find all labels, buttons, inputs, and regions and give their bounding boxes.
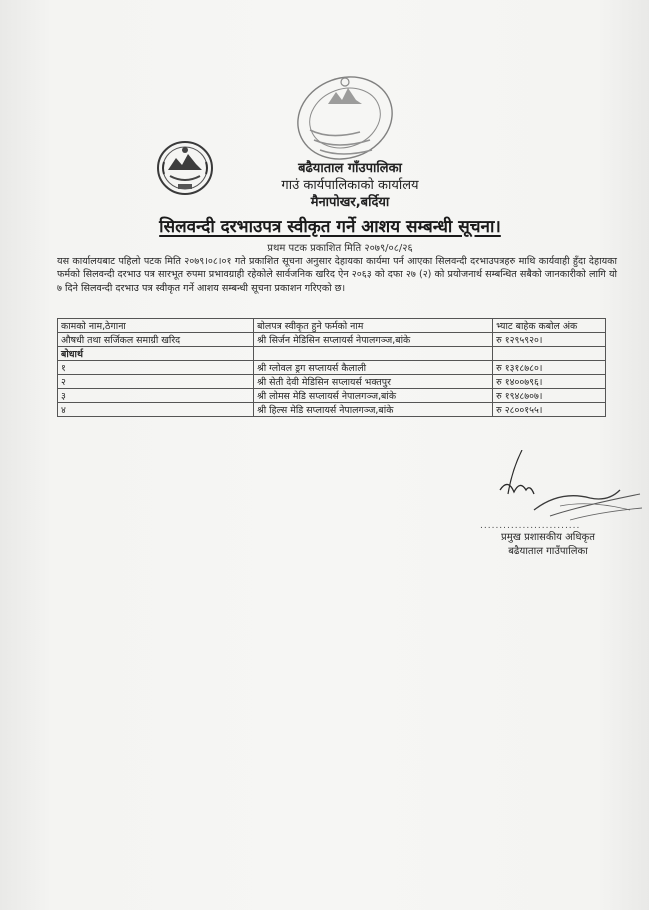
letterhead	[170, 160, 530, 211]
signatory-title: प्रमुख प्रशासकीय अधिकृत	[501, 532, 595, 543]
office-stamp-icon	[290, 70, 400, 170]
bid-amount-cell: रु १४००७९६।	[493, 375, 606, 389]
table-row	[58, 375, 606, 389]
row-number: ३	[58, 389, 254, 403]
header-firm-name: बोलपत्र स्वीकृत हुने फर्मको नाम	[254, 319, 493, 333]
table-row	[58, 403, 606, 417]
firm-name-cell: श्री सेती देवी मेडिसिन सप्लायर्स भक्तपुर	[254, 375, 493, 389]
signatory-block	[473, 531, 623, 559]
municipality-name: बढैयाताल गाँउपालिका	[298, 161, 402, 176]
notice-body: यस कार्यालयबाट पहिलो पटक मिति २०७९।०८।०१ गते प्रकाशित सूचना अनुसार देहायका कार्यमा पर्न आएका सिलवन्दी दरभाउपत्रहरु माथि कार्यवाही हुँदा देहायका फर्मको सिलवन्दी दरभाउ पत्र सारभूत रुपमा प्रभावग्राही रहेकोले सार्वजनिक खरिद ऐन २०६३ को दफा २७ (२) को प्रयोजनार्थ सम्बन्धित सबैको जानकारीको लागि यो ७ दिने सिलवन्दी दरभाउ पत्र स्वीकृत गर्ने आशय सम्बन्धी सूचना प्रकाशन गरिएको छ।	[57, 256, 617, 294]
bid-table	[57, 318, 606, 417]
table-row	[58, 361, 606, 375]
header-bid-amount: भ्याट बाहेक कबोल अंक	[493, 319, 606, 333]
row-number: ४	[58, 403, 254, 417]
section-label: बोधार्थ	[58, 347, 254, 361]
empty-cell	[254, 347, 493, 361]
table-header-row	[58, 319, 606, 333]
header-work-name: कामको नाम,ठेगाना	[58, 319, 254, 333]
bid-amount-cell: रु १३१८७८०।	[493, 361, 606, 375]
bid-amount-cell: रु १२९५९२०।	[493, 333, 606, 347]
firm-name-cell: श्री लोमस मेडि सप्लायर्स नेपालगञ्ज,बांके	[254, 389, 493, 403]
signature-icon	[490, 450, 649, 530]
office-name: गाउं कार्यपालिकाको कार्यालय	[281, 178, 419, 193]
signatory-office: बढैयाताल गाउँपालिका	[508, 546, 588, 557]
bid-amount-cell: रु २८००१५५।	[493, 403, 606, 417]
section-row	[58, 347, 606, 361]
signature-line: ..........................	[480, 521, 581, 531]
firm-name-cell: श्री हिल्स मेडि सप्लायर्स नेपालगञ्ज,बांके	[254, 403, 493, 417]
bid-amount-cell: रु १९४८७०७।	[493, 389, 606, 403]
office-address: मैनापोखर,बर्दिया	[310, 195, 390, 210]
empty-cell	[493, 347, 606, 361]
notice-title: सिलवन्दी दरभाउपत्र स्वीकृत गर्ने आशय सम्बन्धी सूचना।	[159, 217, 501, 237]
table-row	[58, 389, 606, 403]
firm-name-cell: श्री सिर्जन मेडिसिन सप्लायर्स नेपालगञ्ज,बांके	[254, 333, 493, 347]
firm-name-cell: श्री ग्लोवल ड्रग सप्लायर्स कैलाली	[254, 361, 493, 375]
published-date: प्रथम पटक प्रकाशित मिति २०७९/०८/२६	[267, 243, 413, 254]
row-number: १	[58, 361, 254, 375]
table-row	[58, 333, 606, 347]
work-name-cell: औषधी तथा सर्जिकल समाग्री खरिद	[58, 333, 254, 347]
row-number: २	[58, 375, 254, 389]
